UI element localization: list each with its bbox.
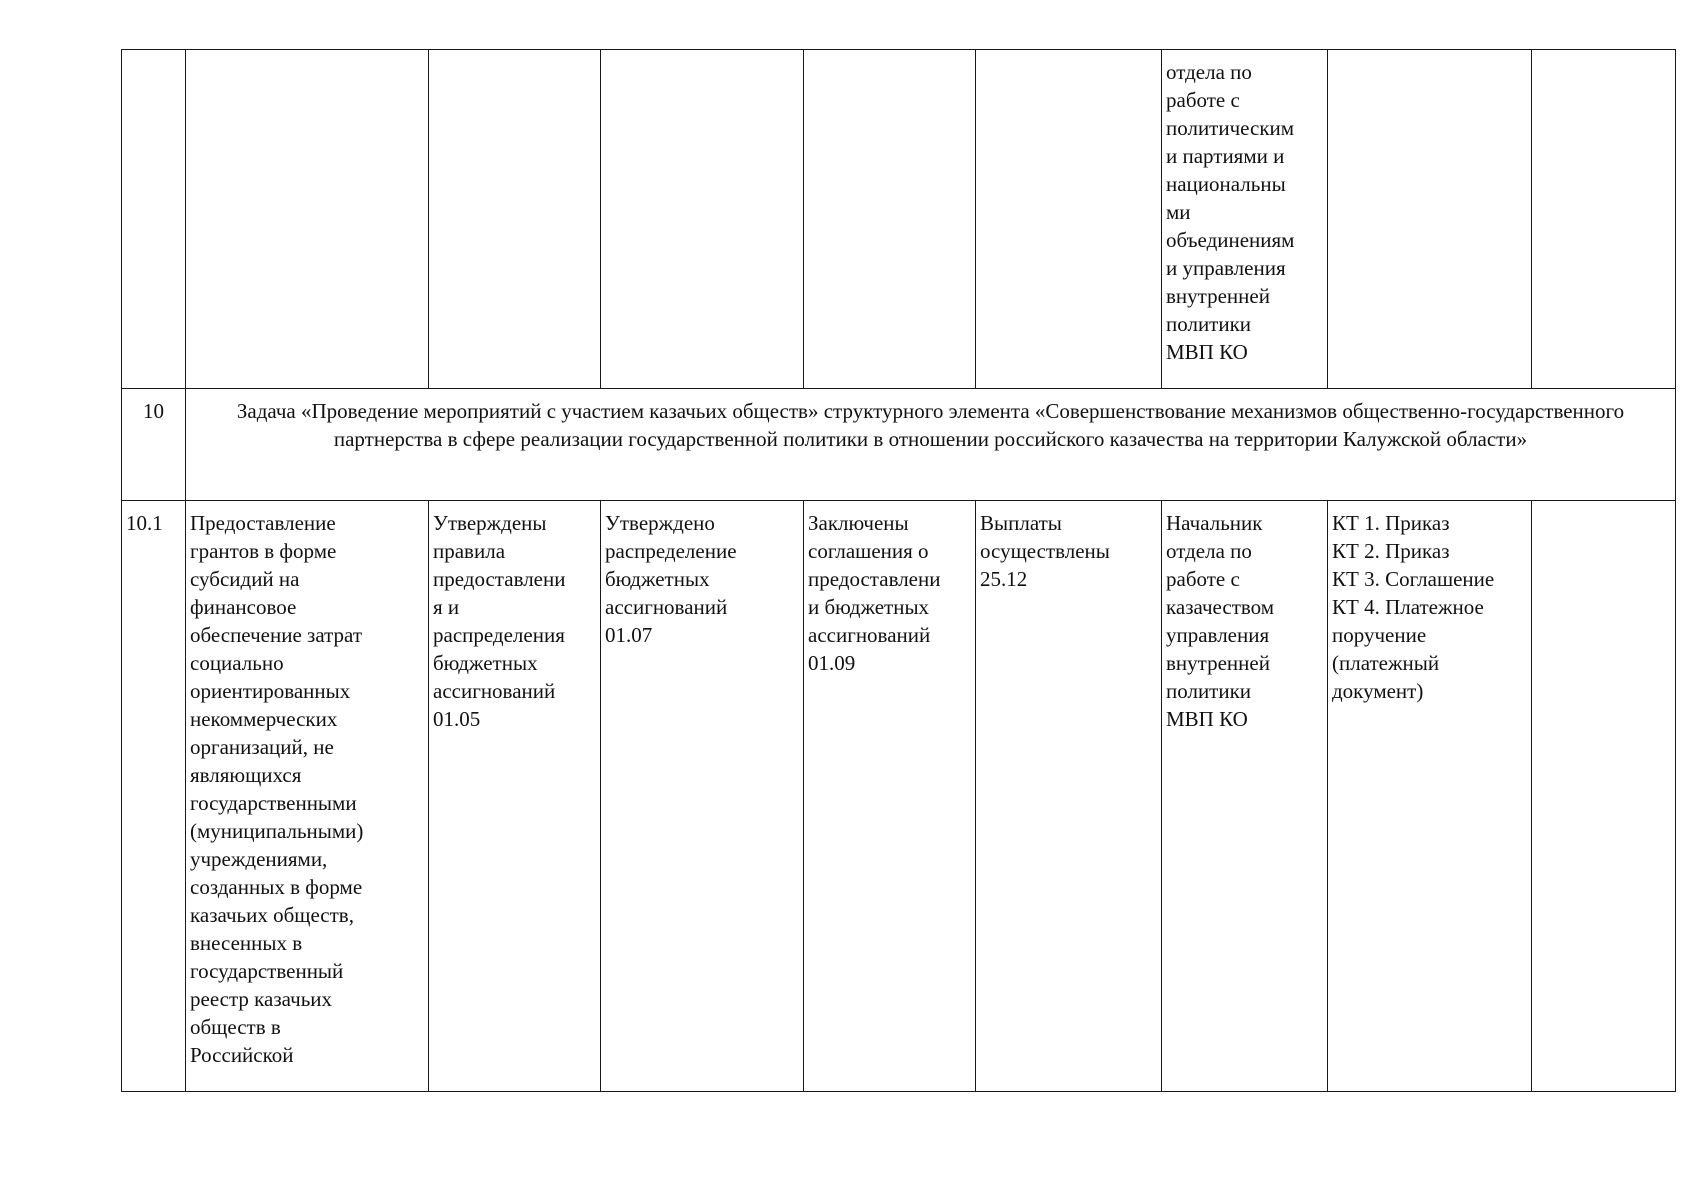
cell-checkpoint-3 — [804, 501, 976, 1092]
checkpoint-3-text: Заключены соглашения о предоставлени и бюджетных ассигнований 01.09 — [808, 511, 941, 675]
cell-checkpoint-2 — [601, 50, 804, 389]
cell-checkpoint-4 — [976, 50, 1162, 389]
cell-checkpoint-1 — [429, 501, 601, 1092]
checkpoint-2-text: Утверждено распределение бюджетных ассигнований 01.07 — [605, 511, 737, 647]
cell-checkpoint-2 — [601, 501, 804, 1092]
event-number: 10.1 — [122, 501, 186, 1092]
cell-extra — [1532, 501, 1676, 1092]
cell-responsible — [1162, 501, 1328, 1092]
task-number: 10 — [122, 389, 186, 501]
event-row — [122, 501, 1676, 1092]
responsible-text: Начальник отдела по работе с казачеством управления внутренней политики МВП КО — [1166, 511, 1275, 731]
cell-extra — [1532, 50, 1676, 389]
cell-checkpoint-1 — [429, 50, 601, 389]
cell-documents — [1328, 50, 1532, 389]
cell-checkpoint-3 — [804, 50, 976, 389]
cell-checkpoint-4 — [976, 501, 1162, 1092]
checkpoint-4-text: Выплаты осуществлены 25.12 — [980, 511, 1110, 591]
task-row — [122, 389, 1676, 501]
cell-event-name — [186, 50, 429, 389]
cell-responsible — [1162, 50, 1328, 389]
documents-text: КТ 1. Приказ КТ 2. Приказ КТ 3. Соглашение КТ 4. Платежное поручение (платежный документ) — [1332, 511, 1495, 703]
continuation-row — [122, 50, 1676, 389]
plan-table — [121, 49, 1676, 1092]
cell-number — [122, 50, 186, 389]
cell-documents — [1328, 501, 1532, 1092]
event-name: Предоставление грантов в форме субсидий на финансовое обеспечение затрат социально ориентированных некоммерческих организаций, не являющихся государственными (муниципальными) учреждениями, созданных в форме казачьих обществ, внесенных в государственный реестр казачьих обществ в Российской — [190, 511, 364, 1067]
responsible-text: отдела по работе с политическим и партиями и национальны ми объединениям и управления внутренней политики МВП КО — [1166, 60, 1295, 364]
checkpoint-1-text: Утверждены правила предоставлени я и распределения бюджетных ассигнований 01.05 — [433, 511, 566, 731]
task-description: Задача «Проведение мероприятий с участием казачьих обществ» структурного элемента «Совершенствование механизмов общественно-государственного партнерства в сфере реализации государственной политики в отношении российского казачества на территории Калужской области» — [186, 389, 1676, 501]
cell-event-name — [186, 501, 429, 1092]
